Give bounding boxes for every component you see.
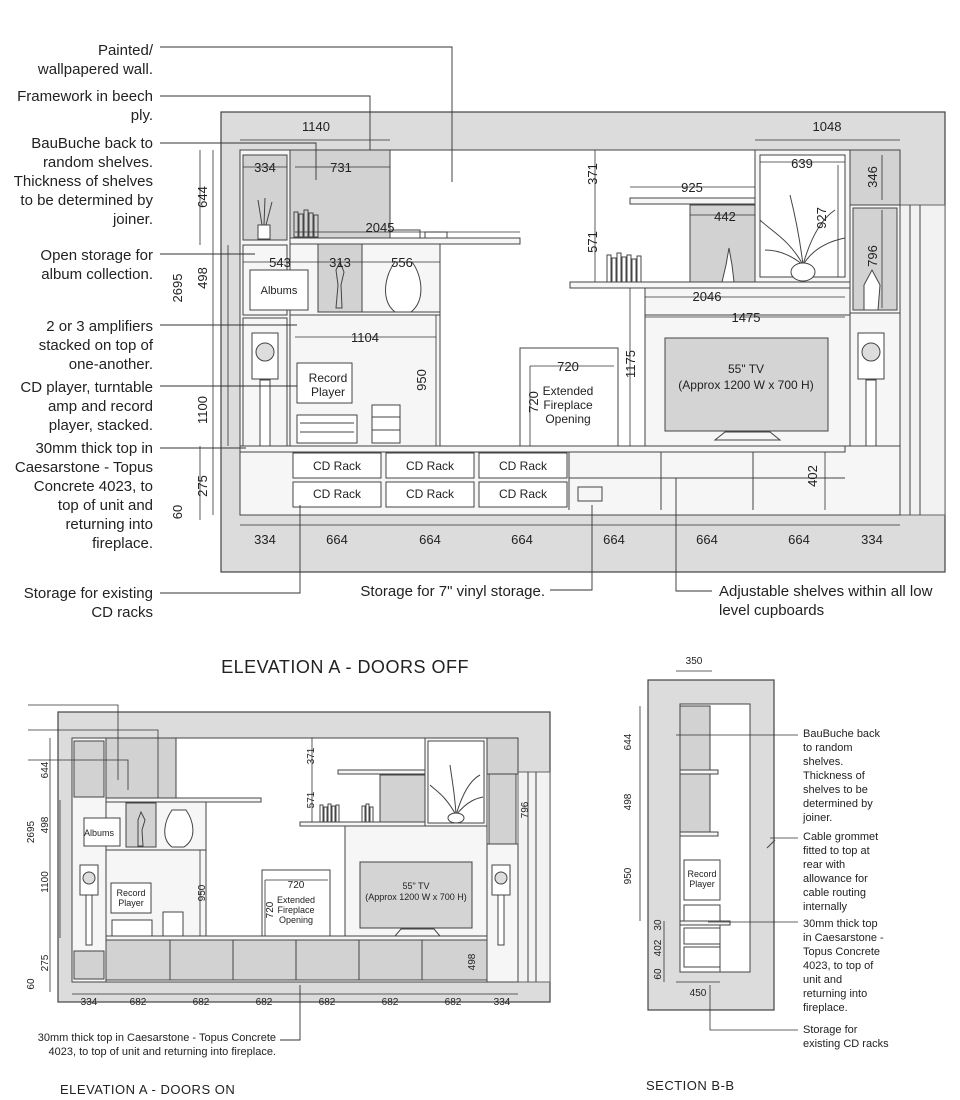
svg-text:CD Rack: CD Rack — [405, 459, 455, 473]
svg-text:existing CD racks: existing CD racks — [803, 1038, 889, 1050]
svg-text:346: 346 — [865, 166, 880, 188]
svg-text:CD Rack: CD Rack — [312, 459, 362, 473]
albums-label-b: Albums — [83, 828, 115, 838]
svg-text:450: 450 — [689, 988, 707, 999]
svg-text:664: 664 — [326, 532, 348, 547]
amplifier-icon — [297, 415, 357, 443]
svg-text:2 or 3 amplifiers: 2 or 3 amplifiers — [46, 318, 153, 335]
svg-text:644: 644 — [623, 733, 634, 751]
svg-text:720: 720 — [287, 880, 305, 891]
svg-text:CD Rack: CD Rack — [405, 487, 455, 501]
svg-text:2695: 2695 — [170, 273, 185, 303]
svg-text:CD Rack: CD Rack — [312, 487, 362, 501]
title-section-bb: SECTION B-B — [646, 1078, 735, 1093]
svg-text:2695: 2695 — [26, 820, 37, 844]
svg-text:498: 498 — [467, 953, 478, 971]
tv-label-b-2: (Approx 1200 W x 700 H) — [365, 892, 467, 902]
tv-label-2: (Approx 1200 W x 700 H) — [678, 378, 814, 392]
svg-text:Storage for: Storage for — [803, 1024, 858, 1036]
svg-text:402: 402 — [653, 939, 664, 957]
svg-text:334: 334 — [254, 532, 276, 547]
svg-text:BauBuche back to: BauBuche back to — [31, 135, 153, 152]
svg-text:30mm thick top in: 30mm thick top in — [35, 440, 153, 457]
svg-text:to random: to random — [803, 742, 853, 754]
svg-text:Open storage for: Open storage for — [40, 247, 153, 264]
svg-text:950: 950 — [623, 867, 634, 885]
svg-text:682: 682 — [318, 997, 336, 1008]
svg-text:1100: 1100 — [195, 396, 210, 424]
svg-text:556: 556 — [391, 255, 413, 270]
svg-text:498: 498 — [623, 793, 634, 811]
svg-text:950: 950 — [414, 369, 429, 391]
svg-text:796: 796 — [865, 245, 880, 267]
svg-text:CD racks: CD racks — [91, 604, 153, 621]
svg-text:ply.: ply. — [130, 107, 153, 124]
svg-text:level cupboards: level cupboards — [719, 602, 825, 619]
svg-text:1140: 1140 — [302, 119, 330, 134]
svg-text:639: 639 — [791, 156, 813, 171]
svg-text:Topus Concrete: Topus Concrete — [803, 946, 881, 958]
record-player-label: Record — [308, 371, 348, 385]
svg-text:shelves to be: shelves to be — [803, 784, 868, 796]
svg-text:Adjustable shelves within all: Adjustable shelves within all low — [719, 583, 933, 600]
svg-text:returning into: returning into — [803, 988, 868, 1000]
svg-text:796: 796 — [520, 801, 531, 819]
svg-text:30mm thick top: 30mm thick top — [803, 918, 878, 930]
svg-text:60: 60 — [170, 504, 185, 520]
svg-text:60: 60 — [653, 968, 664, 980]
svg-text:Thickness of: Thickness of — [803, 770, 865, 782]
svg-text:Storage for 7" vinyl storage.: Storage for 7" vinyl storage. — [360, 583, 545, 600]
svg-text:571: 571 — [306, 791, 317, 809]
left-annotations — [14, 42, 154, 552]
svg-text:275: 275 — [40, 954, 51, 972]
svg-text:350: 350 — [685, 656, 703, 667]
svg-text:2045: 2045 — [365, 220, 395, 235]
svg-text:random shelves.: random shelves. — [42, 154, 153, 171]
svg-text:Caesarstone - Topus: Caesarstone - Topus — [14, 459, 153, 476]
svg-text:1475: 1475 — [731, 310, 761, 325]
svg-text:682: 682 — [444, 997, 462, 1008]
svg-text:644: 644 — [195, 186, 210, 208]
svg-text:498: 498 — [40, 816, 51, 834]
elevation-doors-off — [14, 42, 945, 677]
elevation-doors-on — [26, 705, 550, 1097]
svg-text:joiner.: joiner. — [803, 812, 833, 824]
svg-text:in Caesarstone -: in Caesarstone - — [803, 932, 884, 944]
record-player-label-2: Player — [310, 385, 346, 399]
svg-text:950: 950 — [197, 884, 208, 902]
svg-text:371: 371 — [306, 747, 317, 765]
svg-text:334: 334 — [493, 997, 511, 1008]
fireplace-label-b: Extended — [276, 895, 316, 905]
svg-text:CD player, turntable: CD player, turntable — [20, 379, 153, 396]
svg-text:1175: 1175 — [623, 350, 638, 378]
svg-text:amp and record: amp and record — [47, 398, 153, 415]
svg-text:4023, to top of: 4023, to top of — [803, 960, 874, 972]
svg-text:644: 644 — [40, 761, 51, 779]
svg-text:334: 334 — [80, 997, 98, 1008]
svg-text:1104: 1104 — [351, 330, 379, 345]
svg-text:571: 571 — [585, 231, 600, 253]
svg-text:Thickness of shelves: Thickness of shelves — [13, 173, 153, 190]
section-notes — [802, 728, 889, 1050]
svg-text:internally: internally — [803, 901, 848, 913]
svg-text:720: 720 — [526, 391, 541, 413]
svg-text:Cable grommet: Cable grommet — [803, 831, 879, 843]
svg-text:371: 371 — [585, 163, 600, 185]
svg-text:731: 731 — [330, 160, 352, 175]
tv-label: 55" TV — [727, 362, 765, 376]
svg-text:Concrete 4023, to: Concrete 4023, to — [33, 478, 153, 495]
svg-text:925: 925 — [681, 180, 703, 195]
svg-text:Storage for existing: Storage for existing — [23, 585, 153, 602]
svg-text:682: 682 — [192, 997, 210, 1008]
svg-text:one-another.: one-another. — [68, 356, 153, 373]
svg-text:334: 334 — [861, 532, 883, 547]
svg-text:664: 664 — [511, 532, 533, 547]
svg-text:Framework in beech: Framework in beech — [17, 88, 153, 105]
title-doors-off: ELEVATION A - DOORS OFF — [221, 657, 469, 677]
svg-text:682: 682 — [129, 997, 147, 1008]
svg-text:275: 275 — [195, 475, 210, 497]
svg-text:402: 402 — [805, 465, 820, 487]
svg-text:30: 30 — [653, 919, 664, 931]
fireplace-label-b-3: Opening — [278, 915, 314, 925]
svg-text:682: 682 — [255, 997, 273, 1008]
svg-text:CD Rack: CD Rack — [498, 487, 548, 501]
record-label-section: Record — [687, 869, 717, 879]
svg-text:fitted to top at: fitted to top at — [803, 845, 870, 857]
title-doors-on: ELEVATION A - DOORS ON — [60, 1082, 236, 1097]
svg-text:fireplace.: fireplace. — [803, 1002, 848, 1014]
svg-text:album collection.: album collection. — [41, 266, 153, 283]
storage-drawers — [372, 405, 400, 443]
record-label-section-2: Player — [689, 879, 715, 889]
svg-text:60: 60 — [26, 978, 37, 990]
svg-text:cable routing: cable routing — [803, 887, 866, 899]
caesarstone-note: 30mm thick top in Caesarstone - Topus Concrete — [37, 1032, 276, 1044]
svg-text:shelves.: shelves. — [803, 756, 844, 768]
svg-text:to be determined by: to be determined by — [20, 192, 153, 209]
svg-text:498: 498 — [195, 267, 210, 289]
svg-text:determined by: determined by — [803, 798, 873, 810]
svg-text:player, stacked.: player, stacked. — [48, 417, 153, 434]
svg-text:664: 664 — [788, 532, 810, 547]
svg-text:returning into: returning into — [65, 516, 153, 533]
svg-text:664: 664 — [696, 532, 718, 547]
fireplace-label: Extended — [542, 384, 594, 398]
svg-text:unit and: unit and — [803, 974, 843, 986]
record-label-b: Record — [116, 888, 146, 898]
fireplace-label-b-2: Fireplace — [277, 905, 315, 915]
svg-text:720: 720 — [265, 901, 276, 919]
svg-text:Painted/: Painted/ — [97, 42, 153, 59]
section-bb — [623, 656, 889, 1093]
svg-text:allowance for: allowance for — [803, 873, 868, 885]
fireplace-label-2: Fireplace — [543, 398, 593, 412]
svg-text:BauBuche back: BauBuche back — [803, 728, 881, 740]
albums-label: Albums — [260, 285, 298, 297]
svg-text:fireplace.: fireplace. — [92, 535, 153, 552]
svg-text:stacked on top of: stacked on top of — [38, 337, 153, 354]
svg-text:442: 442 — [714, 209, 736, 224]
svg-text:313: 313 — [329, 255, 351, 270]
svg-text:543: 543 — [269, 255, 291, 270]
bottom-annotations — [24, 583, 933, 621]
dimensions-left — [170, 186, 210, 519]
svg-text:1100: 1100 — [40, 871, 51, 893]
svg-text:334: 334 — [254, 160, 276, 175]
caesarstone-note-2: 4023, to top of unit and returning into fireplace. — [48, 1046, 276, 1058]
svg-text:664: 664 — [419, 532, 441, 547]
svg-text:720: 720 — [557, 359, 579, 374]
svg-text:joiner.: joiner. — [112, 211, 153, 228]
record-label-b-2: Player — [118, 898, 144, 908]
tv-label-b: 55" TV — [402, 881, 430, 891]
svg-text:wallpapered wall.: wallpapered wall. — [37, 61, 153, 78]
fireplace-recess — [900, 205, 945, 515]
svg-text:rear with: rear with — [803, 859, 846, 871]
svg-text:682: 682 — [381, 997, 399, 1008]
svg-text:927: 927 — [814, 207, 829, 229]
svg-text:2046: 2046 — [692, 289, 722, 304]
fireplace-label-3: Opening — [545, 412, 591, 426]
svg-text:664: 664 — [603, 532, 625, 547]
svg-text:CD Rack: CD Rack — [498, 459, 548, 473]
svg-text:top of unit and: top of unit and — [57, 497, 153, 514]
svg-text:1048: 1048 — [812, 119, 842, 134]
